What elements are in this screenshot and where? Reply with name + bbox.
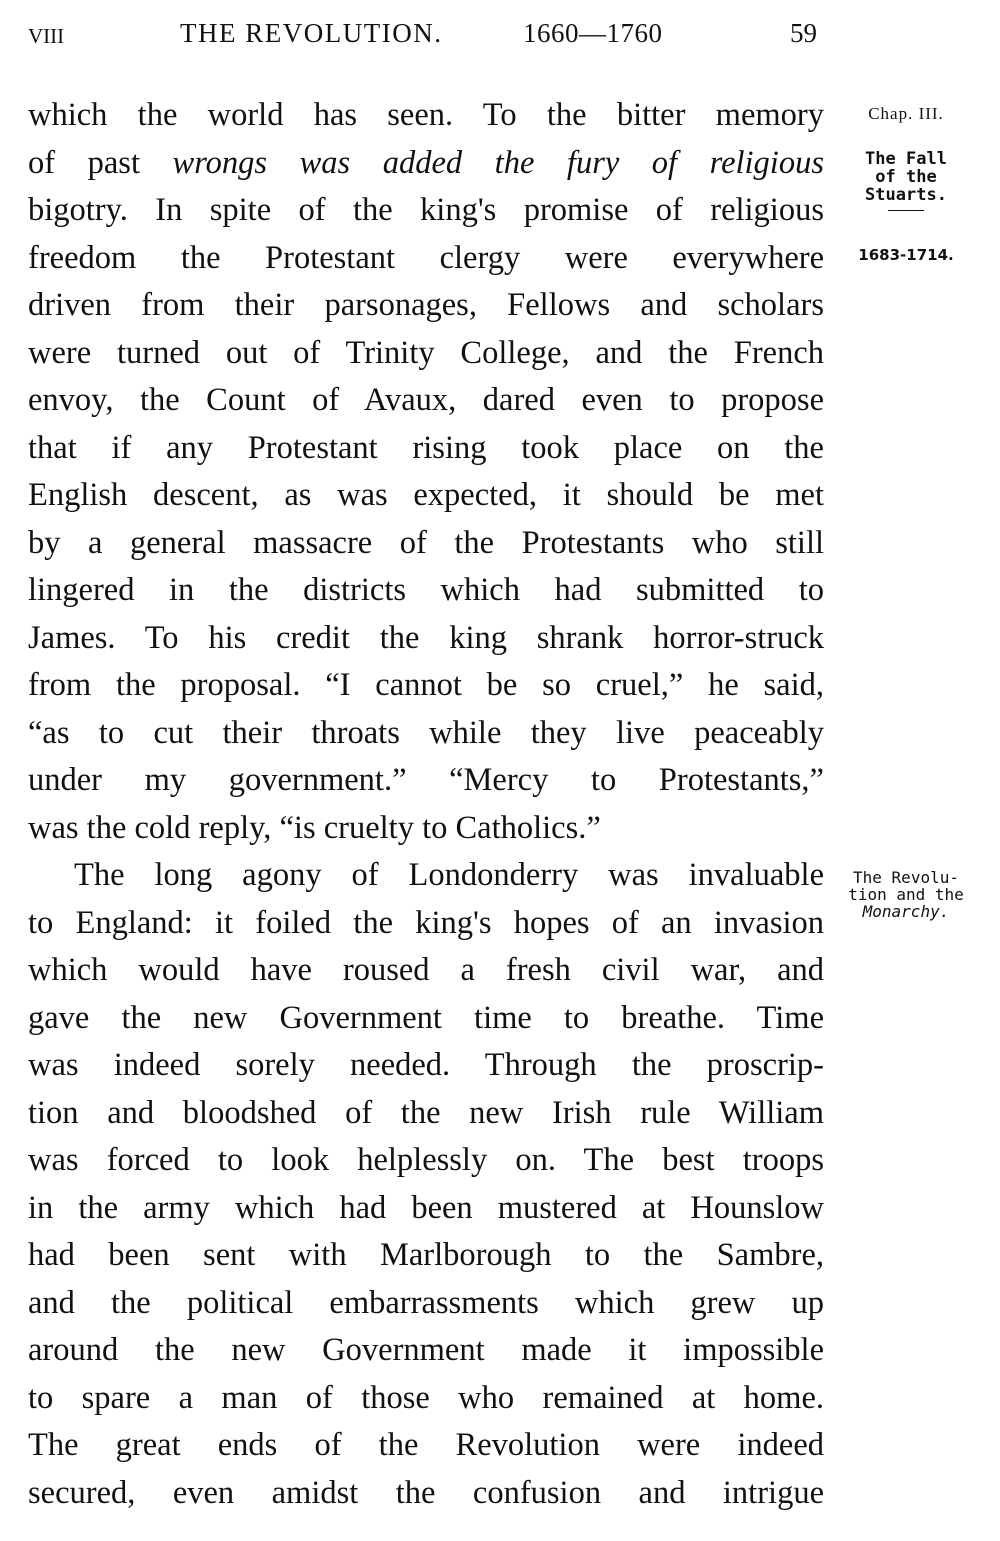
text-line: James. To his credit the king shrank horror-struck [28, 619, 824, 656]
margin-rule [888, 210, 924, 211]
text-line: freedom the Protestant clergy were everywhere [28, 239, 824, 276]
running-header [28, 18, 828, 58]
main-text [28, 92, 824, 1517]
text-line: secured, even amidst the confusion and intrigue [28, 1474, 824, 1511]
margin-years: 1683-1714. [858, 246, 954, 264]
text-line: tion and bloodshed of the new Irish rule William [28, 1094, 824, 1131]
header-section: VIII [28, 24, 65, 48]
text-line: were turned out of Trinity College, and the French [28, 334, 824, 371]
text-line: lingered in the districts which had submitted to [28, 572, 824, 608]
text-line: The great ends of the Revolution were indeed [28, 1427, 824, 1463]
text-line: by a general massacre of the Protestants who still [28, 524, 824, 561]
paragraph-1 [28, 92, 824, 852]
header-title: THE REVOLUTION. [180, 18, 443, 48]
page-number: 59 [790, 18, 817, 48]
text-line: to spare a man of those who remained at home. [28, 1379, 824, 1416]
text-line: that if any Protestant rising took place on the [28, 429, 824, 466]
text-line: which the world has seen. To the bitter memory [28, 97, 824, 133]
text-line: The long agony of Londonderry was invaluable [74, 857, 824, 893]
margin-note-fall-of-stuarts [836, 150, 976, 211]
margin-note-revolution [836, 869, 976, 920]
margin-chapter: Chap. III. [868, 104, 944, 123]
paragraph-2 [28, 852, 824, 1517]
text-line: from the proposal. “I cannot be so cruel,” he said, [28, 667, 824, 703]
margin-note-line: The Revolu- [853, 868, 959, 887]
text-line: bigotry. In spite of the king's promise of religious [28, 192, 824, 228]
margin-note-line: The Fall [865, 149, 947, 169]
text-line: around the new Government made it impossible [28, 1332, 824, 1368]
text-line: in the army which had been mustered at Hounslow [28, 1189, 824, 1226]
text-line: was the cold reply, “is cruelty to Catholics.” [28, 809, 601, 846]
text-span: of past [28, 144, 173, 181]
margin-note-line: Monarchy. [862, 902, 950, 921]
text-line: and the political embarrassments which grew up [28, 1284, 824, 1321]
text-line: under my government.” “Mercy to Protestants,” [28, 762, 824, 798]
margin-note-line: tion and the [848, 885, 964, 904]
header-dates: 1660—1760 [523, 18, 663, 48]
text-line [28, 140, 824, 188]
text-line: to England: it foiled the king's hopes of an invasion [28, 904, 824, 941]
text-line: gave the new Government time to breathe. Time [28, 999, 824, 1036]
text-line: had been sent with Marlborough to the Sambre, [28, 1237, 824, 1273]
text-line: was forced to look helplessly on. The best troops [28, 1142, 824, 1178]
text-line: English descent, as was expected, it should be met [28, 477, 824, 513]
text-line: was indeed sorely needed. Through the proscrip- [28, 1047, 824, 1083]
margin-note-line: of the [875, 167, 937, 187]
italic-span: wrongs was added the fury of religious [172, 144, 824, 181]
margin-note-line: Stuarts. [865, 185, 947, 205]
text-line: envoy, the Count of Avaux, dared even to propose [28, 382, 824, 418]
text-line: which would have roused a fresh civil war, and [28, 952, 824, 988]
text-line: “as to cut their throats while they live peaceably [28, 714, 824, 751]
text-line: driven from their parsonages, Fellows and scholars [28, 287, 824, 323]
